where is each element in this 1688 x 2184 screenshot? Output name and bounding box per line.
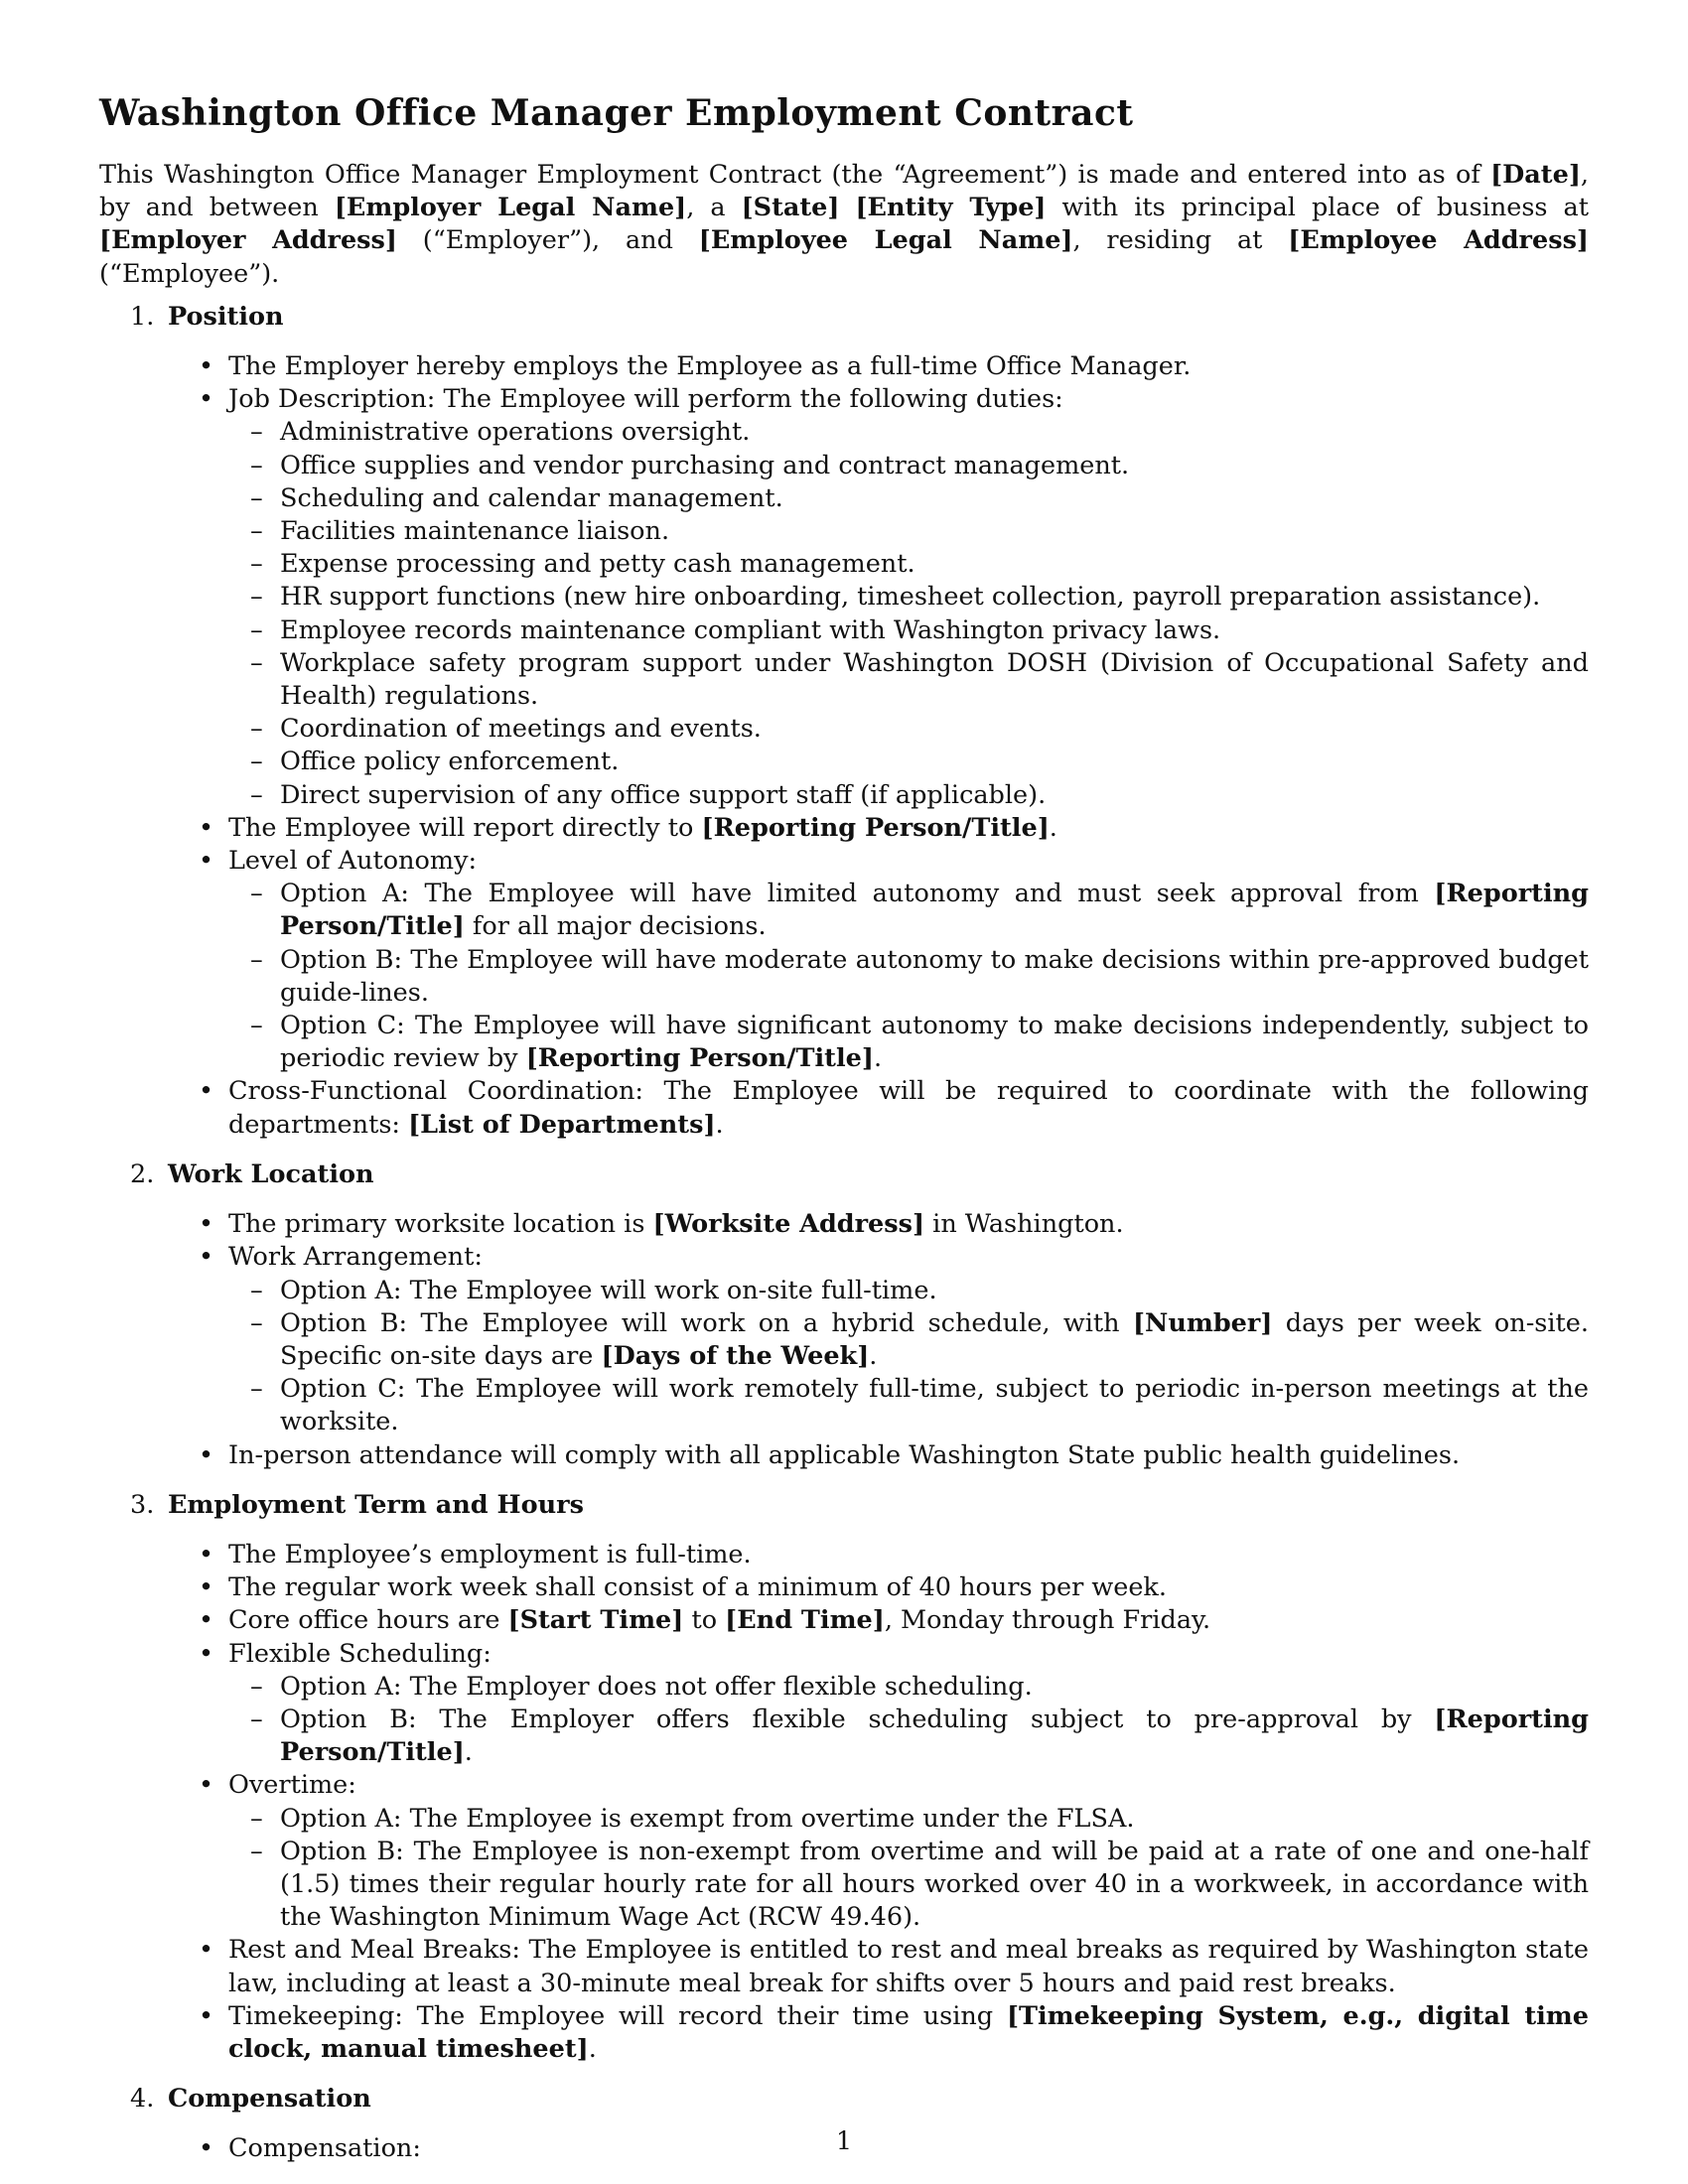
text-run: Option A: The Employee will have limited autonomy and must seek approval from [280,879,1435,909]
text-run: . [588,2033,597,2064]
sub-item [228,1803,1589,1836]
text-run: . [869,1340,878,1371]
bullet-text [228,1934,1589,1999]
text-run: Option B: The Employee will work on a hybrid schedule, with [280,1307,1133,1338]
placeholder-field: [Date] [1490,160,1581,190]
text-run: Option B: The Employee is non-exempt from overtime and will be paid at a rate of one and one-half (1.5) times their regular hourly rate for all hours worked over 40 in a workweek, in accordance with the Washington Minimum Wage Act (RCW 49.46). [280,1836,1589,1933]
text-run: Work Arrangement: [228,1242,483,1273]
bullet-item [99,1934,1589,1999]
bullet-item [99,350,1589,383]
bullet-text [228,1075,1589,1141]
text-run: Option A: The Employee is exempt from overtime under the FLSA. [280,1803,1135,1834]
section-number: 3. [130,1489,155,1520]
sub-item [228,779,1589,812]
bullet-item [99,1075,1589,1141]
bullet-item [99,812,1589,845]
placeholder-field: [Employee Address] [1288,225,1589,256]
section-1 [99,301,1589,1142]
sub-list [228,1275,1589,1439]
text-run: Option B: The Employee will have moderate autonomy to make decisions within pre-approved budget guide-lines. [280,944,1589,1008]
text-run: Scheduling and calendar management. [280,482,783,513]
placeholder-field: [Days of the Week] [601,1340,870,1371]
bullet-text [228,383,1589,416]
bullet-text [228,1539,1589,1571]
text-run: Core office hours are [228,1605,508,1636]
text-run: , a [686,193,742,223]
text-run: Timekeeping: The Employee will record their time using [228,2000,1007,2031]
section-2 [99,1159,1589,1472]
placeholder-field: [Start Time] [507,1605,684,1636]
sub-item [228,1275,1589,1307]
section-heading: Employment Term and Hours [168,1489,584,1520]
sub-list [228,1671,1589,1770]
text-run: Office policy enforcement. [280,747,620,777]
text-run: . [715,1109,724,1140]
text-run: in Washington. [924,1209,1124,1240]
section-number: 1. [130,301,155,332]
bullet-text [228,2000,1589,2066]
text-run: to [683,1605,726,1636]
placeholder-field: [Entity Type] [855,193,1047,223]
sub-item [228,515,1589,548]
text-run: with its principal place of business at [1046,193,1589,223]
text-run: This Washington Office Manager Employment Contract (the “Agreement”) is made and entered into as of [99,160,1491,190]
text-run: , by and between [99,160,1589,223]
bullet-item [99,1571,1589,1604]
text-run: Option C: The Employee will have significant autonomy to make decisions independently, subject to periodic review by [280,1011,1589,1074]
text-run: days per week on-site. Specific on-site days are [280,1307,1589,1371]
text-run: , residing at [1072,225,1289,256]
bullet-item [99,1208,1589,1241]
bullet-item [99,1604,1589,1637]
sub-item [228,450,1589,482]
bullet-text [228,812,1589,845]
text-run: Direct supervision of any office support staff (if applicable). [280,779,1047,810]
text-run: . [873,1043,883,1074]
sub-item [228,614,1589,647]
placeholder-field: [Employer Address] [99,225,397,256]
bullet-text [228,1439,1589,1472]
page-number: 1 [835,2126,853,2156]
text-run: Compensation: [228,2133,421,2164]
bullet-list [99,1208,1589,1472]
placeholder-field: [State] [741,193,840,223]
bullet-text [228,1241,1589,1274]
placeholder-field: [Number] [1132,1307,1273,1338]
bullet-item [99,1539,1589,1571]
bullet-list [99,350,1589,1142]
placeholder-field: [Worksite Address] [652,1209,925,1240]
sub-item [228,482,1589,515]
text-run: for all major decisions. [464,911,767,942]
text-run: Employee records maintenance compliant with Washington privacy laws. [280,614,1221,645]
sub-item [228,944,1589,1010]
document-page [99,85,1589,2183]
sub-list [228,878,1589,1075]
text-run: The Employer hereby employs the Employee as a full-time Office Manager. [228,351,1192,382]
placeholder-field: [End Time] [725,1605,885,1636]
text-run: Option A: The Employee will work on-site full-time. [280,1275,937,1305]
text-run: Level of Autonomy: [228,846,478,877]
placeholder-field: [Employee Legal Name] [698,225,1073,256]
text-run: . [1049,812,1057,843]
bullet-text [228,1208,1589,1241]
bullet-text [228,1769,1589,1802]
text-run: Option C: The Employee will work remotely full-time, subject to periodic in-person meetings at the worksite. [280,1374,1589,1437]
sub-item [228,416,1589,449]
bullet-text [228,1604,1589,1637]
text-run: Option B: The Employer offers flexible scheduling subject to pre-approval by [280,1704,1435,1734]
bullet-item [99,1439,1589,1472]
placeholder-field: [Reporting Person/Title] [280,879,1589,942]
text-run: In-person attendance will comply with all applicable Washington State public health guidelines. [228,1439,1461,1470]
text-run: Cross-Functional Coordination: The Employee will be required to coordinate with the following departments: [228,1076,1589,1140]
text-run: The regular work week shall consist of a minimum of 40 hours per week. [228,1572,1167,1603]
bullet-list [99,1539,1589,2066]
text-run: (“Employee”). [99,258,280,289]
text-run: Coordination of meetings and events. [280,714,762,745]
sub-item [228,713,1589,746]
text-run: Rest and Meal Breaks: The Employee is entitled to rest and meal breaks as required by Washington state law, including at least a 30-minute meal break for shifts over 5 hours and paid rest breaks. [228,1935,1589,1998]
bullet-text [228,1571,1589,1604]
placeholder-field: [Reporting Person/Title] [280,1704,1589,1768]
sub-item [228,647,1589,713]
section-heading: Compensation [168,2084,371,2115]
sub-item [228,1307,1589,1373]
text-run: The Employee’s employment is full-time. [228,1539,752,1570]
text-run: Option A: The Employer does not offer flexible scheduling. [280,1671,1033,1702]
section-3 [99,1489,1589,2066]
text-run: Expense processing and petty cash management. [280,549,915,580]
text-run: Office supplies and vendor purchasing and contract management. [280,450,1130,480]
bullet-text [228,1638,1589,1671]
intro-paragraph [99,159,1589,291]
text-run: Overtime: [228,1770,356,1801]
section-heading: Work Location [168,1159,374,1189]
placeholder-field: [List of Departments] [408,1109,716,1140]
placeholder-field: [Employer Legal Name] [334,193,687,223]
text-run: Job Description: The Employee will perform the following duties: [228,384,1063,415]
sub-item [228,1373,1589,1438]
sub-item [228,581,1589,614]
placeholder-field: [Timekeeping System, e.g., digital time clock, manual timesheet] [228,2000,1589,2064]
bullet-item [99,845,1589,1075]
text-run: Facilities maintenance liaison. [280,516,670,547]
sub-list [228,1803,1589,1935]
text-run: . [464,1737,473,1768]
sub-item [228,1704,1589,1769]
text-run: HR support functions (new hire onboarding, timesheet collection, payroll preparation assistance). [280,582,1541,613]
text-run: Flexible Scheduling: [228,1638,492,1669]
section-list [99,301,1589,2166]
text-run: Workplace safety program support under Washington DOSH (Division of Occupational Safety and Health) regulations. [280,647,1589,712]
bullet-text [228,350,1589,383]
section-number: 2. [130,1159,155,1189]
bullet-item [99,1769,1589,1934]
sub-item [228,746,1589,778]
bullet-item [99,1638,1589,1770]
bullet-item [99,2000,1589,2066]
text-run: , Monday through Friday. [884,1605,1211,1636]
sub-item [228,548,1589,581]
text-run: The Employee will report directly to [228,812,702,843]
section-number: 4. [130,2084,155,2115]
bullet-item [99,1241,1589,1438]
text-run: The primary worksite location is [228,1209,653,1240]
bullet-text [228,845,1589,878]
text-run: Administrative operations oversight. [280,417,751,448]
sub-item [228,1836,1589,1935]
bullet-item [99,383,1589,812]
sub-item [228,878,1589,943]
section-heading: Position [168,301,284,332]
text-run: (“Employer”), and [396,225,699,256]
placeholder-field: [Reporting Person/Title] [701,812,1050,843]
page-title: Washington Office Manager Employment Contract [99,92,1134,134]
sub-list [228,416,1589,811]
sub-item [228,1671,1589,1704]
placeholder-field: [Reporting Person/Title] [525,1043,874,1074]
text-run [839,193,855,222]
sub-item [228,1010,1589,1075]
